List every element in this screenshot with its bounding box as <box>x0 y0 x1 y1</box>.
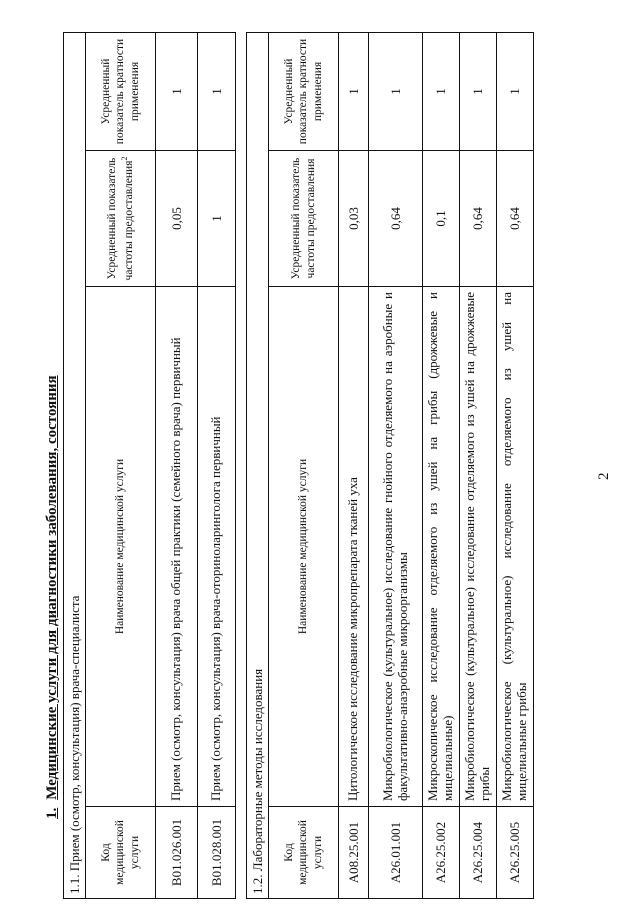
section-title: 1.2. Лабораторные методы исследования <box>247 32 269 898</box>
section-heading <box>44 375 61 819</box>
page-number: 2 <box>596 472 612 480</box>
header-multiplicity: Усредненный показатель кратности применения <box>86 32 156 150</box>
multiplicity-value: 1 <box>423 32 460 150</box>
multiplicity-value: 1 <box>156 32 198 150</box>
service-name: Микроскопическое исследование отделяемого из ушей на грибы (дрожжевые и мицелиальные) <box>423 287 460 807</box>
header-name: Наименование медицинской услуги <box>269 287 339 807</box>
service-code: A26.25.004 <box>460 807 497 899</box>
header-multiplicity: Усредненный показатель кратности применения <box>269 32 339 150</box>
header-code: Код медицинской услуги <box>269 807 339 899</box>
service-code: A26.01.001 <box>369 807 423 899</box>
frequency-value: 0,64 <box>460 151 497 287</box>
header-code: Код медицинской услуги <box>86 807 156 899</box>
table-row <box>156 32 198 898</box>
table-row <box>369 32 423 898</box>
section-title: 1.1. Прием (осмотр, консультация) врача-специалиста <box>64 32 86 898</box>
service-name: Цитологическое исследование микропрепарата тканей уха <box>339 287 369 807</box>
multiplicity-value: 1 <box>460 32 497 150</box>
table-row <box>339 32 369 898</box>
service-code: A08.25.001 <box>339 807 369 899</box>
service-code: B01.028.001 <box>198 807 236 899</box>
header-name: Наименование медицинской услуги <box>86 287 156 807</box>
service-code: A26.25.005 <box>497 807 534 899</box>
heading-text: Медицинские услуги для диагностики заболевания, состояния <box>44 375 60 800</box>
table-row <box>460 32 497 898</box>
table-row <box>423 32 460 898</box>
multiplicity-value: 1 <box>369 32 423 150</box>
multiplicity-value: 1 <box>497 32 534 150</box>
frequency-value: 0,64 <box>369 151 423 287</box>
service-name: Микробиологическое (культуральное) исследование гнойного отделяемого на аэробные и факультативно-анаэробные микроорганизмы <box>369 287 423 807</box>
service-code: A26.25.002 <box>423 807 460 899</box>
footnote-mark: 2 <box>119 156 129 161</box>
frequency-value: 0,05 <box>156 151 198 287</box>
service-name: Микробиологическое (культуральное) исследование отделяемого из ушей на мицелиальные грибы <box>497 287 534 807</box>
frequency-value: 0,03 <box>339 151 369 287</box>
service-code: B01.026.001 <box>156 807 198 899</box>
service-name: Микробиологическое (культуральное) исследование отделяемого из ушей на дрожжевые грибы <box>460 287 497 807</box>
header-frequency: Усредненный показатель частоты предоставления <box>269 151 339 287</box>
table-row <box>198 32 236 898</box>
frequency-value: 0,64 <box>497 151 534 287</box>
header-frequency-text: Усредненный показатель частоты предоставления <box>106 157 135 281</box>
heading-number: 1. <box>44 807 60 819</box>
frequency-value: 1 <box>198 151 236 287</box>
service-name: Прием (осмотр, консультация) врача-оториноларинголога первичный <box>198 287 236 807</box>
service-name: Прием (осмотр, консультация) врача общей практики (семейного врача) первичный <box>156 287 198 807</box>
frequency-value: 0,1 <box>423 151 460 287</box>
multiplicity-value: 1 <box>339 32 369 150</box>
lab-tests-table <box>246 32 534 899</box>
multiplicity-value: 1 <box>198 32 236 150</box>
table-row <box>497 32 534 898</box>
header-frequency <box>86 151 156 287</box>
consultations-table <box>63 32 236 899</box>
